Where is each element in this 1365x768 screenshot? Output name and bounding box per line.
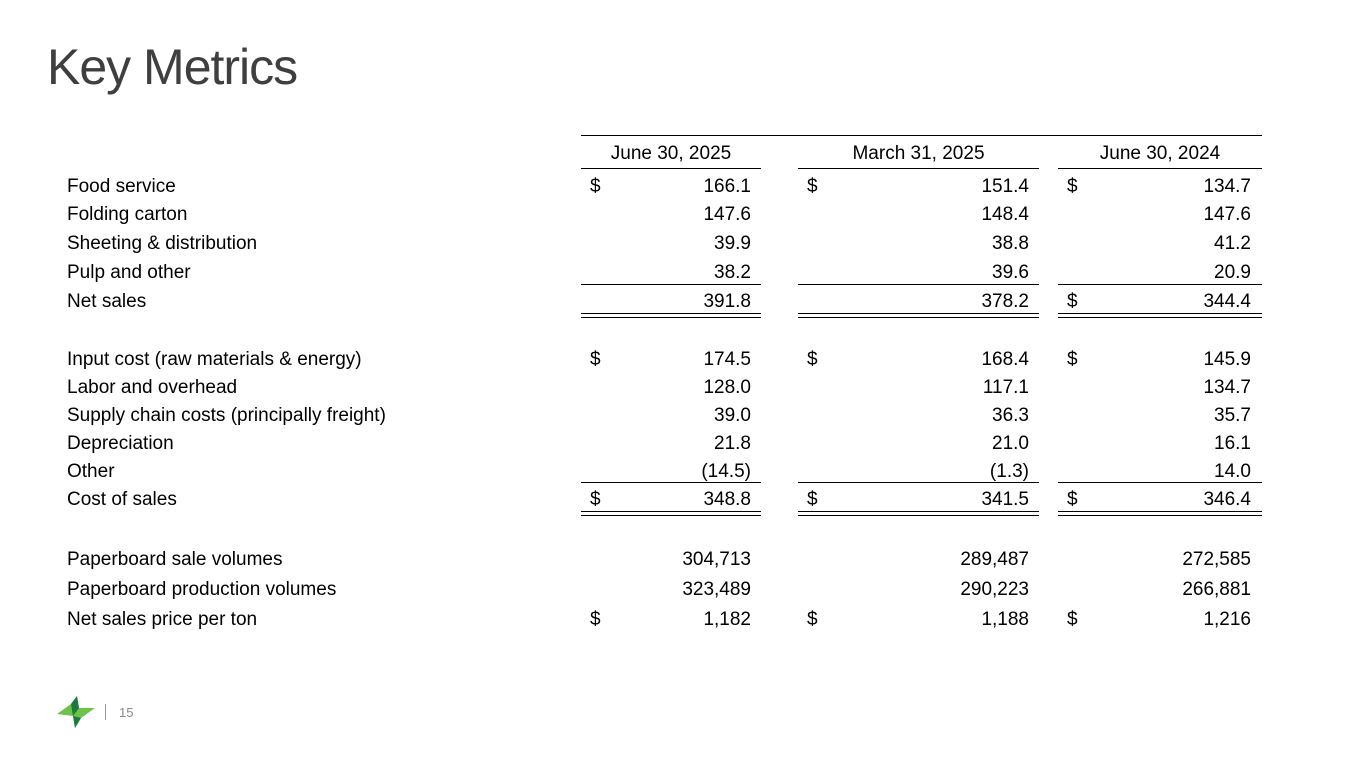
dollar-sign: $	[590, 349, 601, 370]
row-label: Other	[67, 461, 115, 482]
cell-value: 1,188	[981, 609, 1029, 630]
cell-value: 290,223	[960, 579, 1029, 600]
cell-value: 39.0	[714, 405, 751, 426]
row-label: Labor and overhead	[67, 377, 238, 398]
dollar-sign: $	[590, 489, 601, 510]
row-label: Food service	[67, 176, 176, 197]
cell-value: 39.9	[714, 233, 751, 254]
cell-value: 41.2	[1214, 233, 1251, 254]
cell-value: 145.9	[1203, 349, 1251, 370]
cell-value: 272,585	[1182, 549, 1251, 570]
subtotal-rule	[581, 284, 761, 285]
header-bottom-rule	[798, 168, 1039, 169]
page-title: Key Metrics	[47, 39, 298, 95]
cell-value: 38.8	[992, 233, 1029, 254]
footer-separator	[105, 704, 106, 720]
cell-value: 174.5	[703, 349, 751, 370]
row-label: Depreciation	[67, 433, 174, 454]
cell-value: 346.4	[1203, 489, 1251, 510]
cell-value: 166.1	[703, 176, 751, 197]
dollar-sign: $	[807, 176, 818, 197]
cell-value: 36.3	[992, 405, 1029, 426]
cell-value: 35.7	[1214, 405, 1251, 426]
dollar-sign: $	[1067, 291, 1078, 312]
row-label: Net sales price per ton	[67, 609, 258, 630]
cell-value: 168.4	[981, 349, 1029, 370]
column-header-jun-2024: June 30, 2024	[1099, 143, 1221, 164]
cell-value: (14.5)	[701, 461, 751, 482]
cell-value: 151.4	[981, 176, 1029, 197]
total-double-rule	[1058, 511, 1262, 516]
row-label: Pulp and other	[67, 262, 191, 283]
total-double-rule	[581, 511, 761, 516]
row-label: Cost of sales	[67, 489, 177, 510]
total-double-rule	[798, 511, 1039, 516]
cell-value: 147.6	[1203, 204, 1251, 225]
cell-value: (1.3)	[989, 461, 1029, 482]
cell-value: 323,489	[682, 579, 751, 600]
cell-value: 38.2	[714, 262, 751, 283]
subtotal-rule	[1058, 482, 1262, 483]
cell-value: 128.0	[703, 377, 751, 398]
cell-value: 1,182	[703, 609, 751, 630]
subtotal-rule	[581, 482, 761, 483]
cell-value: 289,487	[960, 549, 1029, 570]
column-header-mar-2025: March 31, 2025	[852, 143, 985, 164]
total-double-rule	[581, 313, 761, 318]
cell-value: 341.5	[981, 489, 1029, 510]
dollar-sign: $	[590, 609, 601, 630]
cell-value: 391.8	[703, 291, 751, 312]
dollar-sign: $	[1067, 489, 1078, 510]
cell-value: 266,881	[1182, 579, 1251, 600]
row-label: Paperboard production volumes	[67, 579, 337, 600]
subtotal-rule	[798, 482, 1039, 483]
cell-value: 348.8	[703, 489, 751, 510]
header-bottom-rule	[1058, 168, 1262, 169]
cell-value: 134.7	[1203, 377, 1251, 398]
row-label: Sheeting & distribution	[67, 233, 258, 254]
column-header-jun-2025: June 30, 2025	[610, 143, 732, 164]
total-double-rule	[1058, 313, 1262, 318]
cell-value: 21.8	[714, 433, 751, 454]
cell-value: 21.0	[992, 433, 1029, 454]
cell-value: 20.9	[1214, 262, 1251, 283]
dollar-sign: $	[807, 349, 818, 370]
dollar-sign: $	[1067, 176, 1078, 197]
page-number: 15	[119, 705, 134, 720]
header-bottom-rule	[581, 168, 761, 169]
cell-value: 378.2	[981, 291, 1029, 312]
subtotal-rule	[1058, 284, 1262, 285]
cell-value: 117.1	[982, 377, 1029, 398]
cell-value: 344.4	[1203, 291, 1251, 312]
company-logo-icon	[55, 694, 97, 730]
cell-value: 1,216	[1203, 609, 1251, 630]
header-top-rule	[581, 135, 1262, 136]
dollar-sign: $	[1067, 609, 1078, 630]
row-label: Folding carton	[67, 204, 188, 225]
cell-value: 304,713	[682, 549, 751, 570]
cell-value: 148.4	[981, 204, 1029, 225]
cell-value: 147.6	[703, 204, 751, 225]
row-label: Net sales	[67, 291, 147, 312]
dollar-sign: $	[590, 176, 601, 197]
cell-value: 16.1	[1214, 433, 1251, 454]
cell-value: 134.7	[1203, 176, 1251, 197]
row-label: Input cost (raw materials & energy)	[67, 349, 362, 370]
cell-value: 14.0	[1214, 461, 1251, 482]
row-label: Paperboard sale volumes	[67, 549, 283, 570]
subtotal-rule	[798, 284, 1039, 285]
row-label: Supply chain costs (principally freight)	[67, 405, 386, 426]
cell-value: 39.6	[992, 262, 1029, 283]
dollar-sign: $	[807, 609, 818, 630]
dollar-sign: $	[807, 489, 818, 510]
total-double-rule	[798, 313, 1039, 318]
dollar-sign: $	[1067, 349, 1078, 370]
